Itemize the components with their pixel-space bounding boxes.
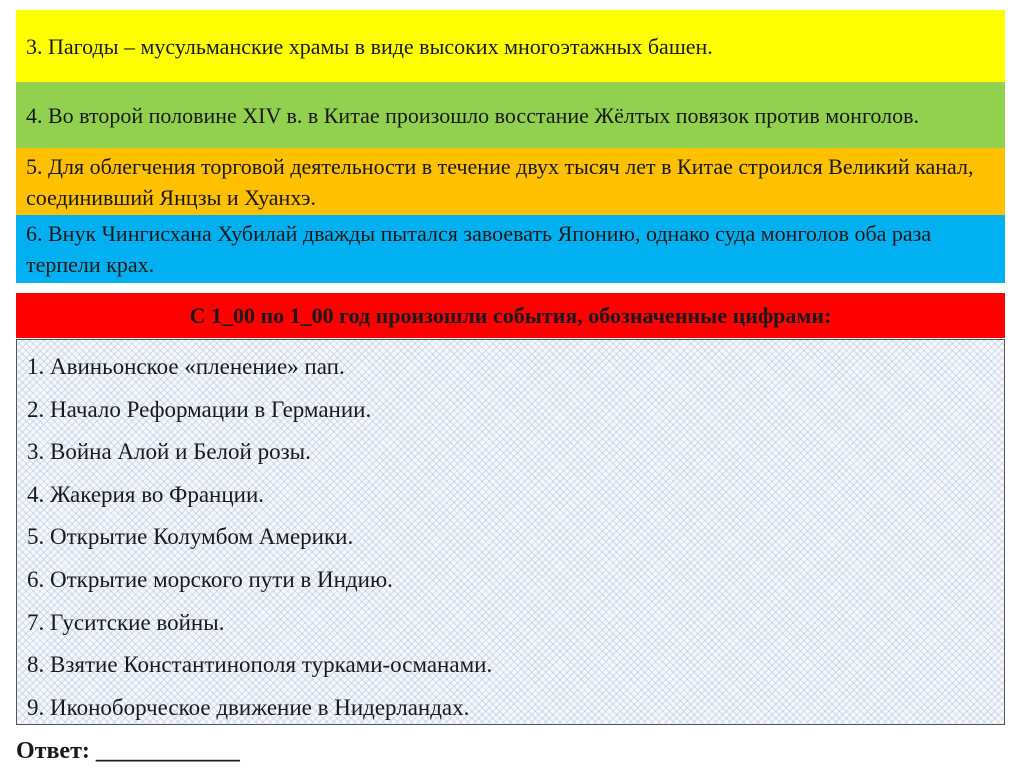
event-item: 5. Открытие Колумбом Америки. — [27, 524, 354, 550]
event-item: 8. Взятие Константинополя турками-османами. — [27, 652, 493, 678]
statement-item — [16, 148, 1005, 215]
statement-text: 4. Во второй половине XIV в. в Китае произошло восстание Жёлтых повязок против монголов. — [26, 102, 920, 128]
statement-item — [16, 215, 1005, 283]
event-item: 2. Начало Реформации в Германии. — [27, 396, 372, 422]
answer-line: Ответ: ____________ — [16, 738, 240, 764]
statements-list — [16, 10, 1005, 283]
events-heading: С 1_00 по 1_00 год произошли события, обозначенные цифрами: — [16, 293, 1005, 338]
event-item: 3. Война Алой и Белой розы. — [27, 439, 311, 465]
event-item: 7. Гуситские войны. — [27, 609, 225, 635]
events-list — [16, 339, 1005, 725]
event-item: 1. Авиньонское «пленение» пап. — [27, 354, 345, 379]
statement-text: 6. Внук Чингисхана Хубилай дважды пытался завоевать Японию, однако суда монголов оба раза терпели крах. — [26, 221, 932, 277]
event-item: 9. Иконоборческое движение в Нидерландах. — [27, 694, 470, 720]
event-item: 4. Жакерия во Франции. — [27, 481, 265, 507]
statement-text: 3. Пагоды – мусульманские храмы в виде высоких многоэтажных башен. — [26, 33, 713, 59]
statement-item — [16, 10, 1005, 82]
statement-text: 5. Для облегчения торговой деятельности в течение двух тысяч лет в Китае строился Великий канал, соединивший Янцзы и Хуанхэ. — [26, 153, 974, 210]
event-item: 6. Открытие морского пути в Индию. — [27, 566, 393, 592]
statement-item — [16, 82, 1005, 148]
